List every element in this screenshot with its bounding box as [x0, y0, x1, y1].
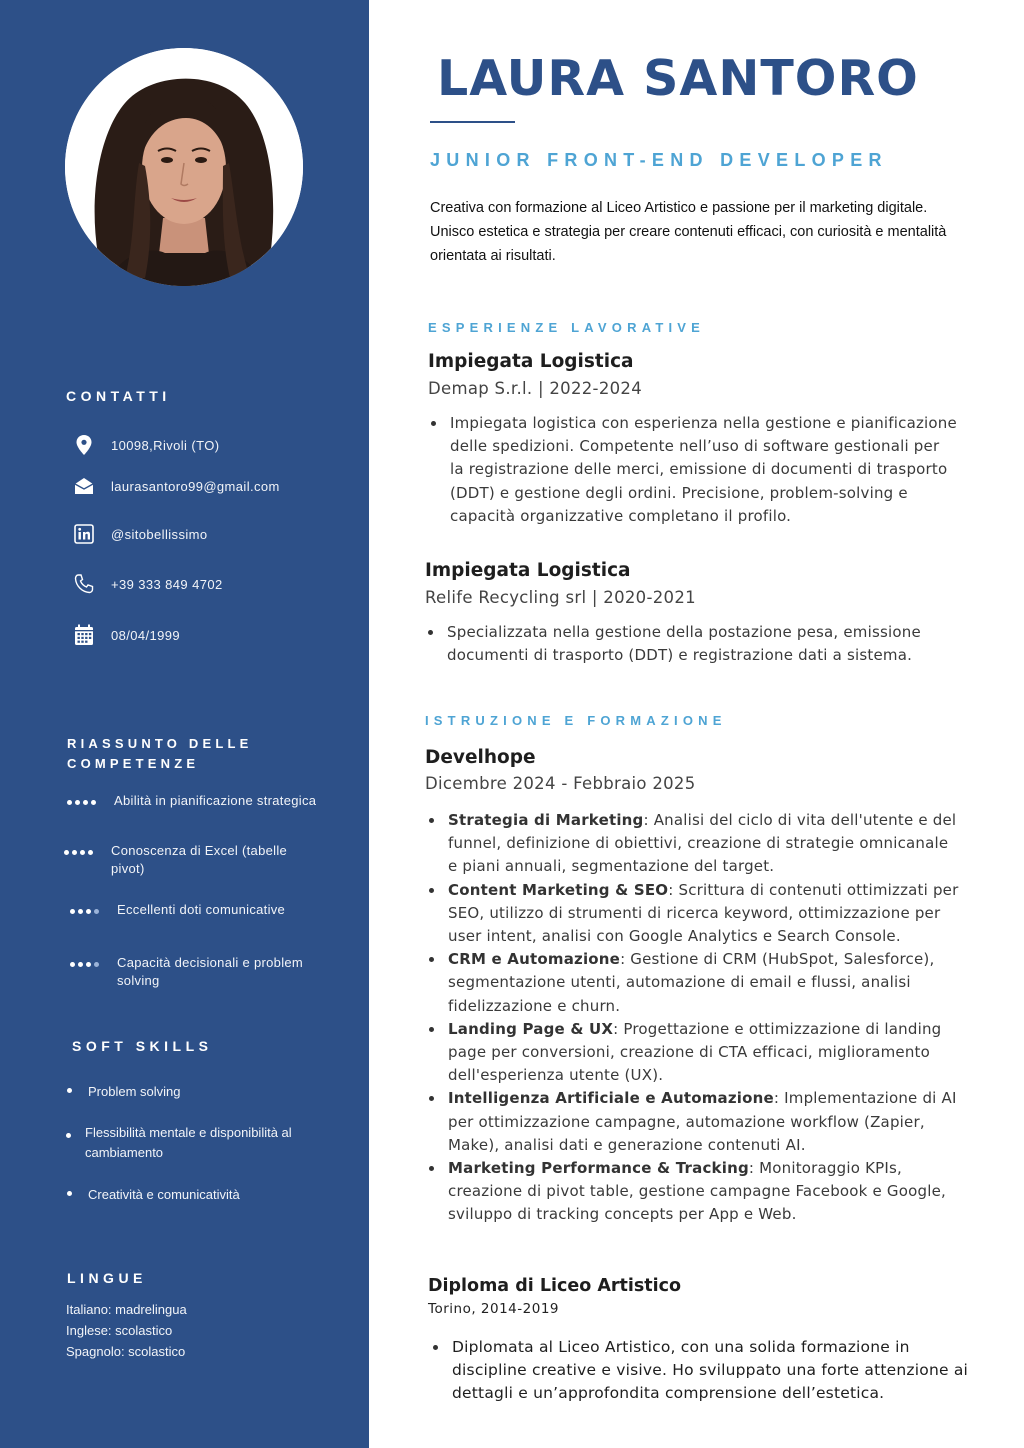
topic-text: : Implementazione di AI per ottimizzazione campagne, automazione workflow (Zapier, Make), analisi dati e generazione contenuti AI.	[448, 1089, 957, 1154]
list-item: Impiegata logistica con esperienza nella gestione e pianificazione delle spedizioni. Competente nell’uso di software gestionali per la registrazione delle merci, emissione di documenti di trasporto (DDT) e gestione degli ordini. Precisione, problem-solving e capacità organizzative completano il profilo.	[428, 412, 958, 528]
location-pin-icon	[72, 433, 96, 457]
contact-birthdate	[72, 623, 181, 647]
contacts-heading: CONTATTI	[66, 388, 171, 404]
education-title: Diploma di Liceo Artistico	[428, 1276, 682, 1296]
diploma-bullet-list	[430, 1336, 970, 1406]
contact-linkedin-text[interactable]: @sitobellissimo	[111, 526, 208, 542]
soft-skills-heading: SOFT SKILLS	[72, 1038, 213, 1054]
skill-rating-dots	[67, 800, 96, 805]
list-item	[426, 1087, 961, 1157]
languages-heading: LINGUE	[67, 1270, 147, 1286]
soft-skill-label: Flessibilità mentale e disponibilità al cambiamento	[85, 1125, 292, 1160]
topic-label: Marketing Performance & Tracking	[448, 1159, 749, 1178]
skill-label: Conoscenza di Excel (tabelle pivot)	[111, 843, 288, 876]
bullet-dot	[67, 1191, 72, 1196]
skill-label: Abilità in pianificazione strategica	[114, 793, 317, 808]
list-item	[426, 948, 961, 1018]
job-title: Impiegata Logistica	[425, 560, 631, 581]
course-topics-list	[426, 809, 961, 1227]
job-bullet-list	[425, 621, 965, 667]
topic-text: : Gestione di CRM (HubSpot, Salesforce), segmentazione utenti, automazione di email e flussi, analisi fidelizzazione e churn.	[448, 950, 935, 1015]
topic-text: : Scrittura di contenuti ottimizzati per SEO, utilizzo di strumenti di ricerca keyword, ottimizzazione per user intent, analisi con Google Analytics e Search Console.	[448, 880, 959, 946]
education-heading: ISTRUZIONE E FORMAZIONE	[425, 713, 727, 728]
topic-label: Content Marketing & SEO	[448, 880, 669, 899]
contact-phone[interactable]	[72, 572, 223, 596]
contact-address	[72, 433, 220, 457]
list-item: Diplomata al Liceo Artistico, con una solida formazione in discipline creative e visive. Ho sviluppato una forte attenzione ai dettagli e un’approfondita comprensione dell’estetica.	[430, 1336, 970, 1406]
language-item: Spagnolo: scolastico	[66, 1344, 186, 1359]
topic-label: Strategia di Marketing	[448, 811, 644, 829]
list-item	[426, 879, 961, 949]
skill-rating-dots	[64, 850, 93, 855]
education-title: Develhope	[425, 747, 536, 768]
contact-linkedin[interactable]	[72, 522, 208, 546]
linkedin-icon	[72, 522, 96, 546]
skill-label: Eccellenti doti comunicative	[117, 902, 286, 917]
list-item: Specializzata nella gestione della postazione pesa, emissione documenti di trasporto (DDT) e registrazione dati a sistema.	[425, 621, 965, 667]
language-item: Inglese: scolastico	[66, 1323, 173, 1338]
job-bullet-list	[428, 412, 958, 528]
contact-address-text: 10098,Rivoli (TO)	[111, 437, 220, 453]
portrait-illustration	[65, 48, 303, 286]
soft-skill-label: Problem solving	[88, 1084, 181, 1099]
title-divider	[430, 121, 515, 123]
list-item	[426, 1157, 961, 1227]
topic-text: : Progettazione e ottimizzazione di landing page per conversioni, creazione di CTA efficaci, miglioramento dell'esperienza utente (UX).	[448, 1019, 942, 1085]
job-role-title: JUNIOR FRONT-END DEVELOPER	[430, 150, 888, 170]
contact-birthdate-text: 08/04/1999	[111, 627, 181, 643]
job-title: Impiegata Logistica	[428, 351, 634, 372]
topic-label: Intelligenza Artificiale e Automazione	[448, 1089, 774, 1108]
contact-email-text[interactable]: laurasantoro99@gmail.com	[111, 478, 280, 494]
education-dates: Dicembre 2024 - Febbraio 2025	[425, 774, 696, 793]
bullet-dot	[67, 1088, 72, 1093]
candidate-name: LAURA SANTORO	[437, 50, 919, 107]
job-company-dates: Relife Recycling srl | 2020-2021	[425, 588, 696, 607]
language-item: Italiano: madrelingua	[66, 1302, 187, 1317]
list-item	[426, 809, 961, 879]
topic-text: : Monitoraggio KPIs, creazione di pivot table, gestione campagne Facebook e Google, sviluppo di tracking concepts per App e Web.	[448, 1159, 946, 1224]
contact-email[interactable]	[72, 474, 280, 498]
sidebar	[0, 0, 369, 1448]
profile-photo	[65, 48, 303, 286]
soft-skill-label: Creatività e comunicatività	[88, 1187, 240, 1202]
skills-heading: RIASSUNTO DELLE COMPETENZE	[67, 736, 253, 771]
calendar-icon	[72, 623, 96, 647]
bullet-dot	[66, 1133, 71, 1138]
contact-phone-text[interactable]: +39 333 849 4702	[111, 576, 223, 592]
envelope-icon	[72, 474, 96, 498]
job-company-dates: Demap S.r.l. | 2022-2024	[428, 379, 643, 398]
list-item	[426, 1018, 961, 1088]
skill-label: Capacità decisionali e problem solving	[117, 955, 304, 988]
topic-label: Landing Page & UX	[448, 1019, 614, 1038]
education-dates: Torino, 2014-2019	[428, 1301, 559, 1317]
profile-summary: Creativa con formazione al Liceo Artistico e passione per il marketing digitale. Unisco estetica e strategia per creare contenuti efficaci, con curiosità e mentalità orientata ai risultati.	[430, 200, 947, 264]
skill-rating-dots	[70, 909, 99, 914]
topic-text: : Analisi del ciclo di vita dell'utente e del funnel, definizione di obiettivi, creazione di strategie omnicanale e piani annuali, segmentazione del target.	[448, 811, 957, 876]
phone-icon	[72, 572, 96, 596]
skill-rating-dots	[70, 962, 99, 967]
experience-heading: ESPERIENZE LAVORATIVE	[428, 320, 706, 335]
topic-label: CRM e Automazione	[448, 950, 621, 969]
